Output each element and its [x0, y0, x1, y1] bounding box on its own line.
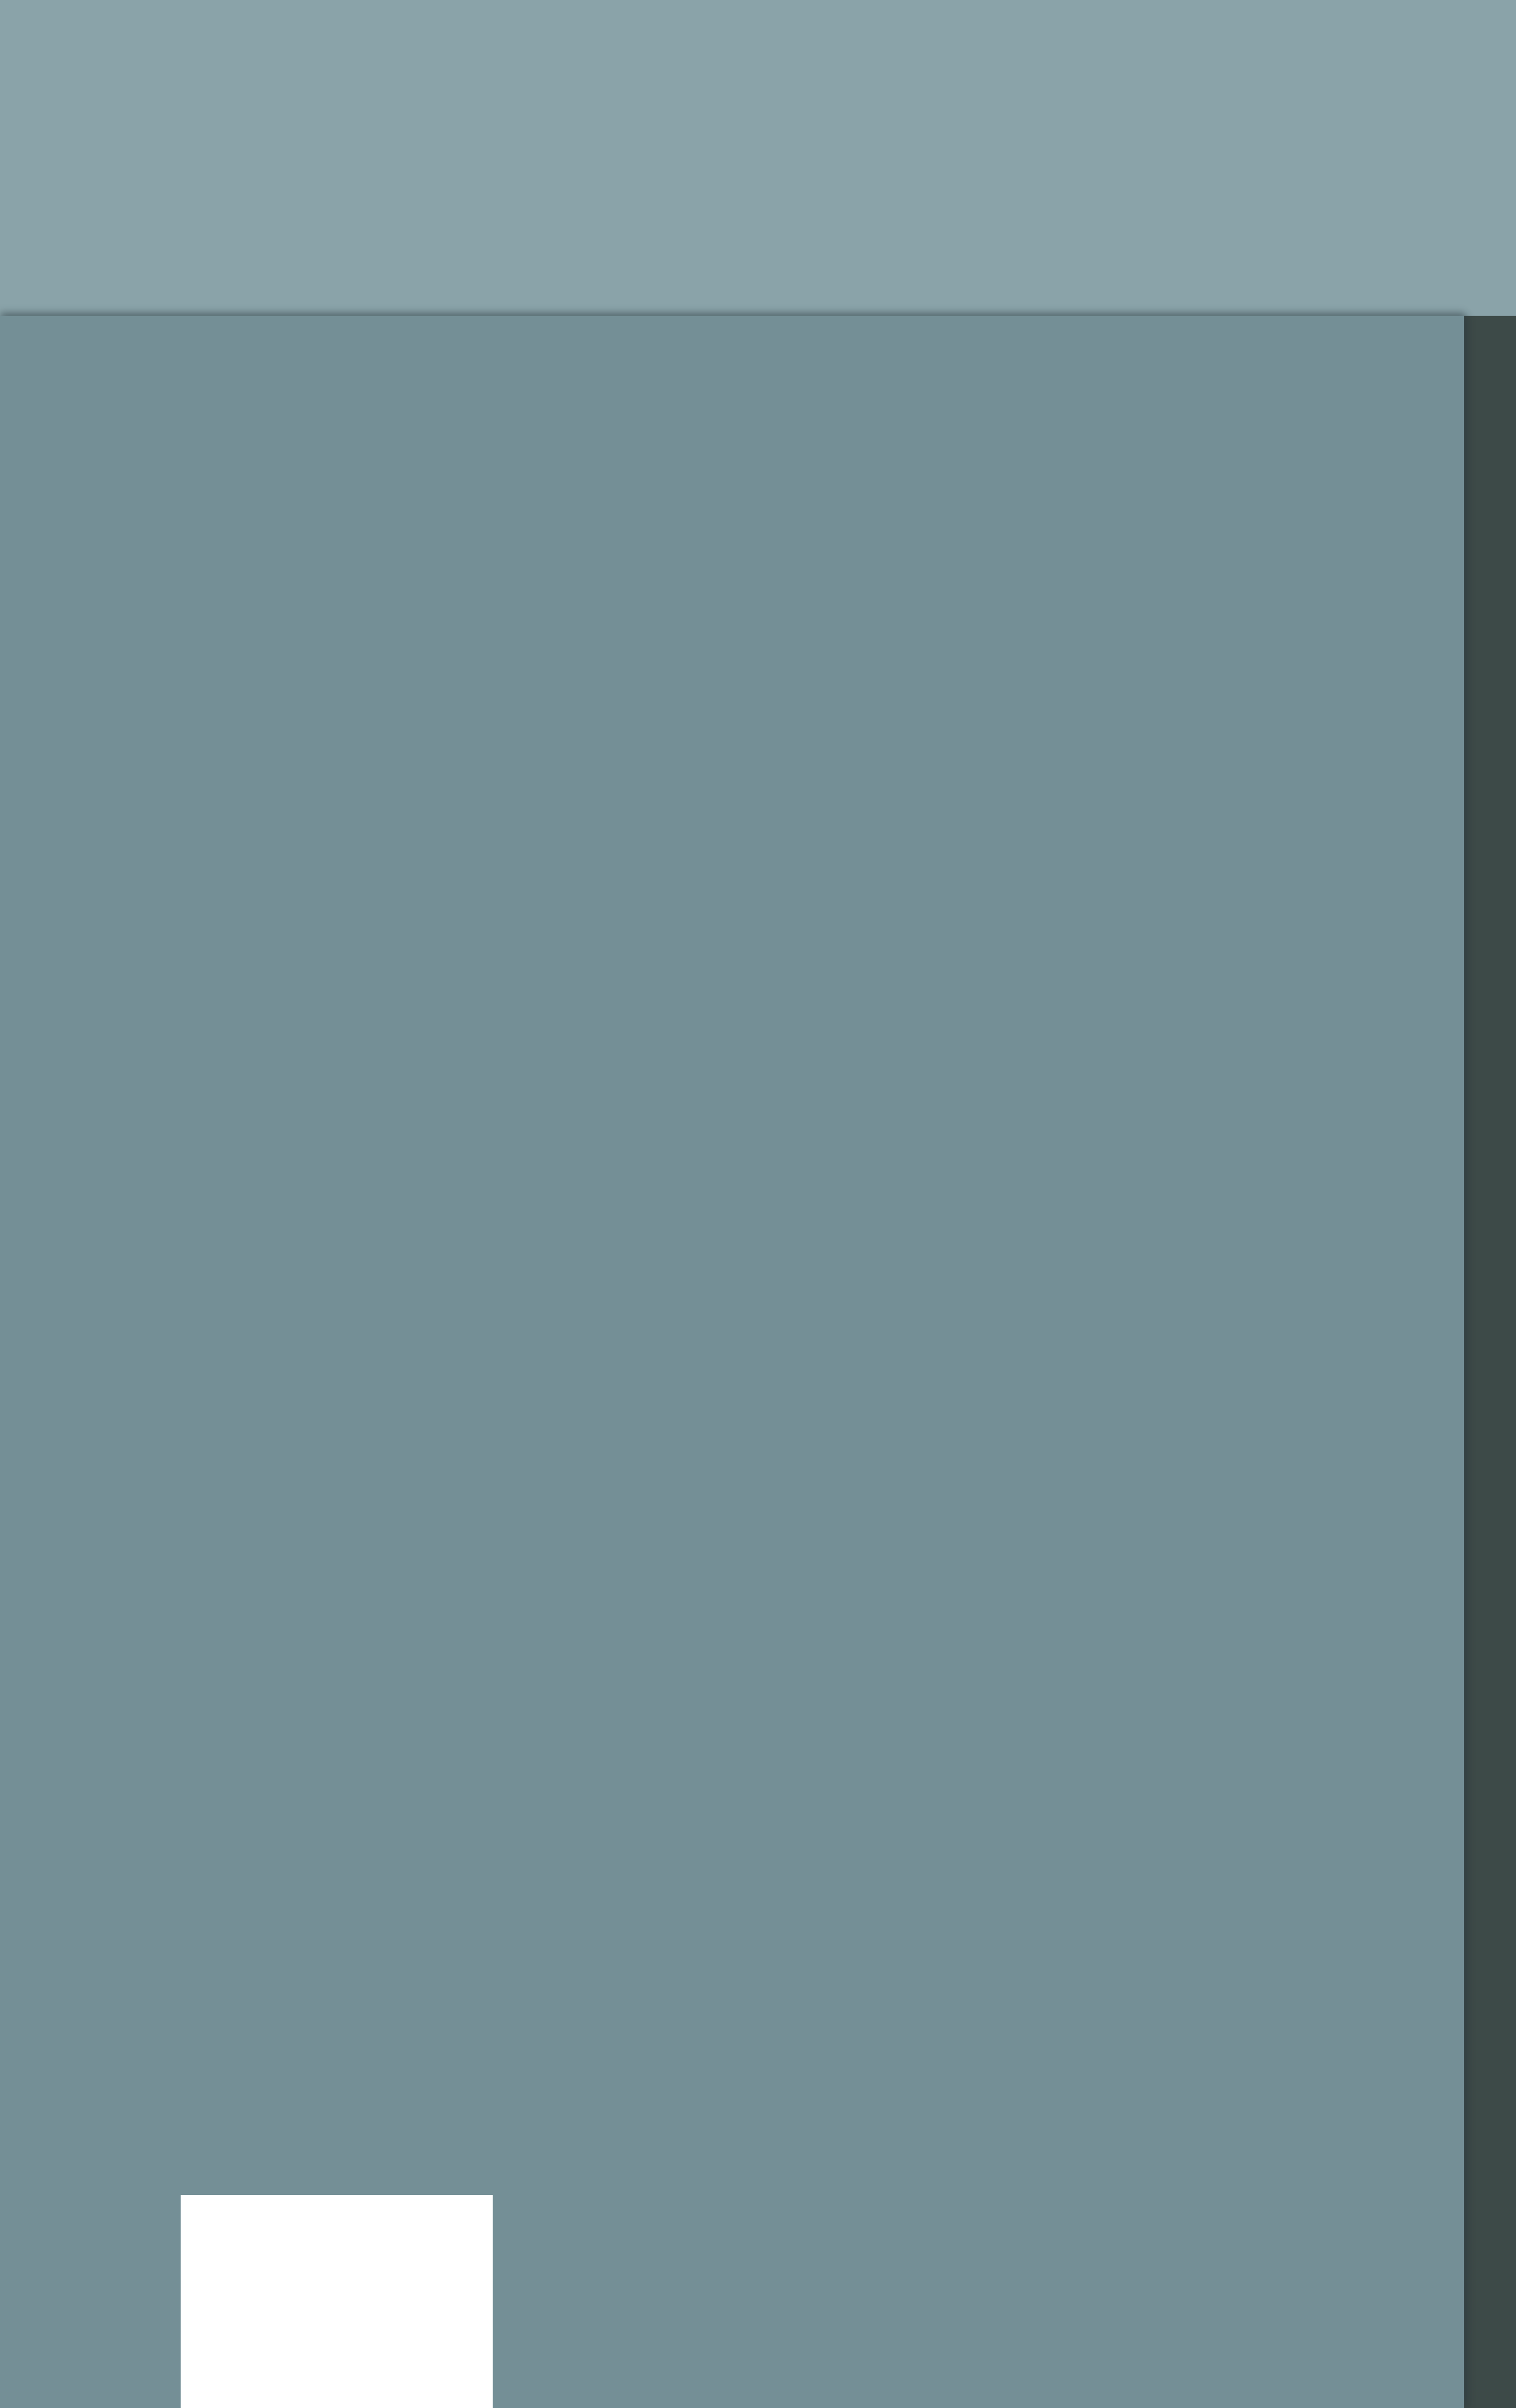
- text-panel: [0, 316, 1464, 2408]
- library-photo-right-edge: [1464, 316, 1516, 2408]
- book-description: [182, 440, 1344, 472]
- isbn-barcode: [181, 2195, 493, 2408]
- barcode-bars: [216, 2201, 476, 2359]
- bookshelf-edge-illustration: [1464, 316, 1516, 2408]
- bookshelf-illustration: [0, 0, 1516, 316]
- library-photo-top: [0, 0, 1516, 316]
